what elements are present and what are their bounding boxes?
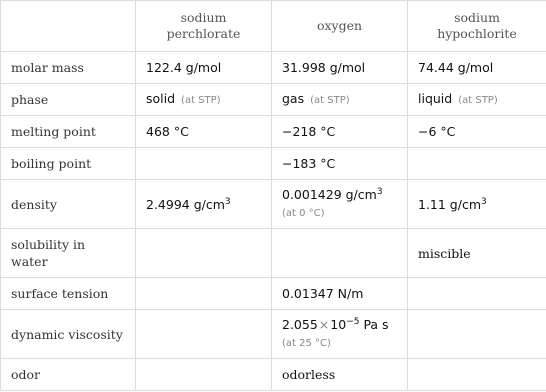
row-label: odor bbox=[1, 359, 136, 391]
row-boiling-point bbox=[1, 148, 546, 180]
value: 2.4994 g/cm bbox=[146, 196, 225, 212]
cell-sodium-hypochlorite bbox=[408, 278, 546, 310]
cell-oxygen: 31.998 g/mol bbox=[272, 52, 408, 84]
cell-sodium-perchlorate bbox=[136, 278, 272, 310]
row-label: dynamic viscosity bbox=[1, 310, 136, 359]
column-header-sodium-perchlorate: sodium perchlorate bbox=[136, 1, 272, 52]
condition-note: (at 0 °C) bbox=[282, 208, 325, 219]
exponent: −5 bbox=[346, 317, 360, 327]
value: gas bbox=[282, 91, 305, 106]
row-label: phase bbox=[1, 84, 136, 116]
cell-sodium-hypochlorite: miscible bbox=[408, 229, 546, 278]
cell-oxygen bbox=[272, 84, 408, 116]
condition-note: (at STP) bbox=[181, 95, 221, 106]
cell-sodium-hypochlorite bbox=[408, 180, 546, 229]
cell-sodium-hypochlorite: −6 °C bbox=[408, 116, 546, 148]
cell-sodium-perchlorate: 468 °C bbox=[136, 116, 272, 148]
row-label: surface tension bbox=[1, 278, 136, 310]
cell-oxygen: −218 °C bbox=[272, 116, 408, 148]
row-label: density bbox=[1, 180, 136, 229]
row-dynamic-viscosity bbox=[1, 310, 546, 359]
cell-oxygen bbox=[272, 229, 408, 278]
condition-note: (at 25 °C) bbox=[282, 338, 331, 349]
cell-sodium-hypochlorite bbox=[408, 84, 546, 116]
mantissa: 2.055 bbox=[282, 317, 318, 332]
cell-oxygen: 0.01347 N/m bbox=[272, 278, 408, 310]
cell-oxygen bbox=[272, 310, 408, 359]
cell-oxygen: −183 °C bbox=[272, 148, 408, 180]
row-surface-tension bbox=[1, 278, 546, 310]
cell-sodium-hypochlorite bbox=[408, 148, 546, 180]
row-label: molar mass bbox=[1, 52, 136, 84]
cell-oxygen bbox=[272, 180, 408, 229]
column-header-sodium-hypochlorite: sodium hypochlorite bbox=[408, 1, 546, 52]
condition-note: (at STP) bbox=[310, 95, 350, 106]
row-melting-point bbox=[1, 116, 546, 148]
exponent: 3 bbox=[481, 196, 487, 207]
unit: Pa s bbox=[359, 317, 389, 332]
row-molar-mass bbox=[1, 52, 546, 84]
header-row bbox=[1, 1, 546, 52]
cell-sodium-perchlorate bbox=[136, 148, 272, 180]
cell-sodium-perchlorate bbox=[136, 359, 272, 391]
row-label: boiling point bbox=[1, 148, 136, 180]
exponent: 3 bbox=[376, 187, 383, 197]
cell-sodium-hypochlorite bbox=[408, 310, 546, 359]
cell-sodium-perchlorate: 122.4 g/mol bbox=[136, 52, 272, 84]
row-phase bbox=[1, 84, 546, 116]
cell-sodium-perchlorate bbox=[136, 84, 272, 116]
row-solubility-in-water bbox=[1, 229, 546, 278]
power-base: 10 bbox=[330, 317, 347, 332]
row-density bbox=[1, 180, 546, 229]
row-label: melting point bbox=[1, 116, 136, 148]
row-label: solubility in water bbox=[1, 229, 136, 278]
value: liquid bbox=[418, 91, 453, 106]
cell-sodium-perchlorate bbox=[136, 229, 272, 278]
cell-sodium-perchlorate bbox=[136, 180, 272, 229]
row-odor bbox=[1, 359, 546, 391]
exponent: 3 bbox=[224, 196, 231, 207]
column-header-oxygen: oxygen bbox=[272, 1, 408, 52]
condition-note: (at STP) bbox=[458, 95, 498, 106]
cell-sodium-hypochlorite bbox=[408, 359, 546, 391]
cell-oxygen: odorless bbox=[272, 359, 408, 391]
value: 1.11 g/cm bbox=[418, 196, 482, 212]
header-corner bbox=[1, 1, 136, 52]
cell-sodium-perchlorate bbox=[136, 310, 272, 359]
value: 0.001429 g/cm bbox=[282, 187, 377, 202]
times-sign: × bbox=[318, 317, 330, 332]
value: solid bbox=[146, 91, 176, 106]
cell-sodium-hypochlorite: 74.44 g/mol bbox=[408, 52, 546, 84]
